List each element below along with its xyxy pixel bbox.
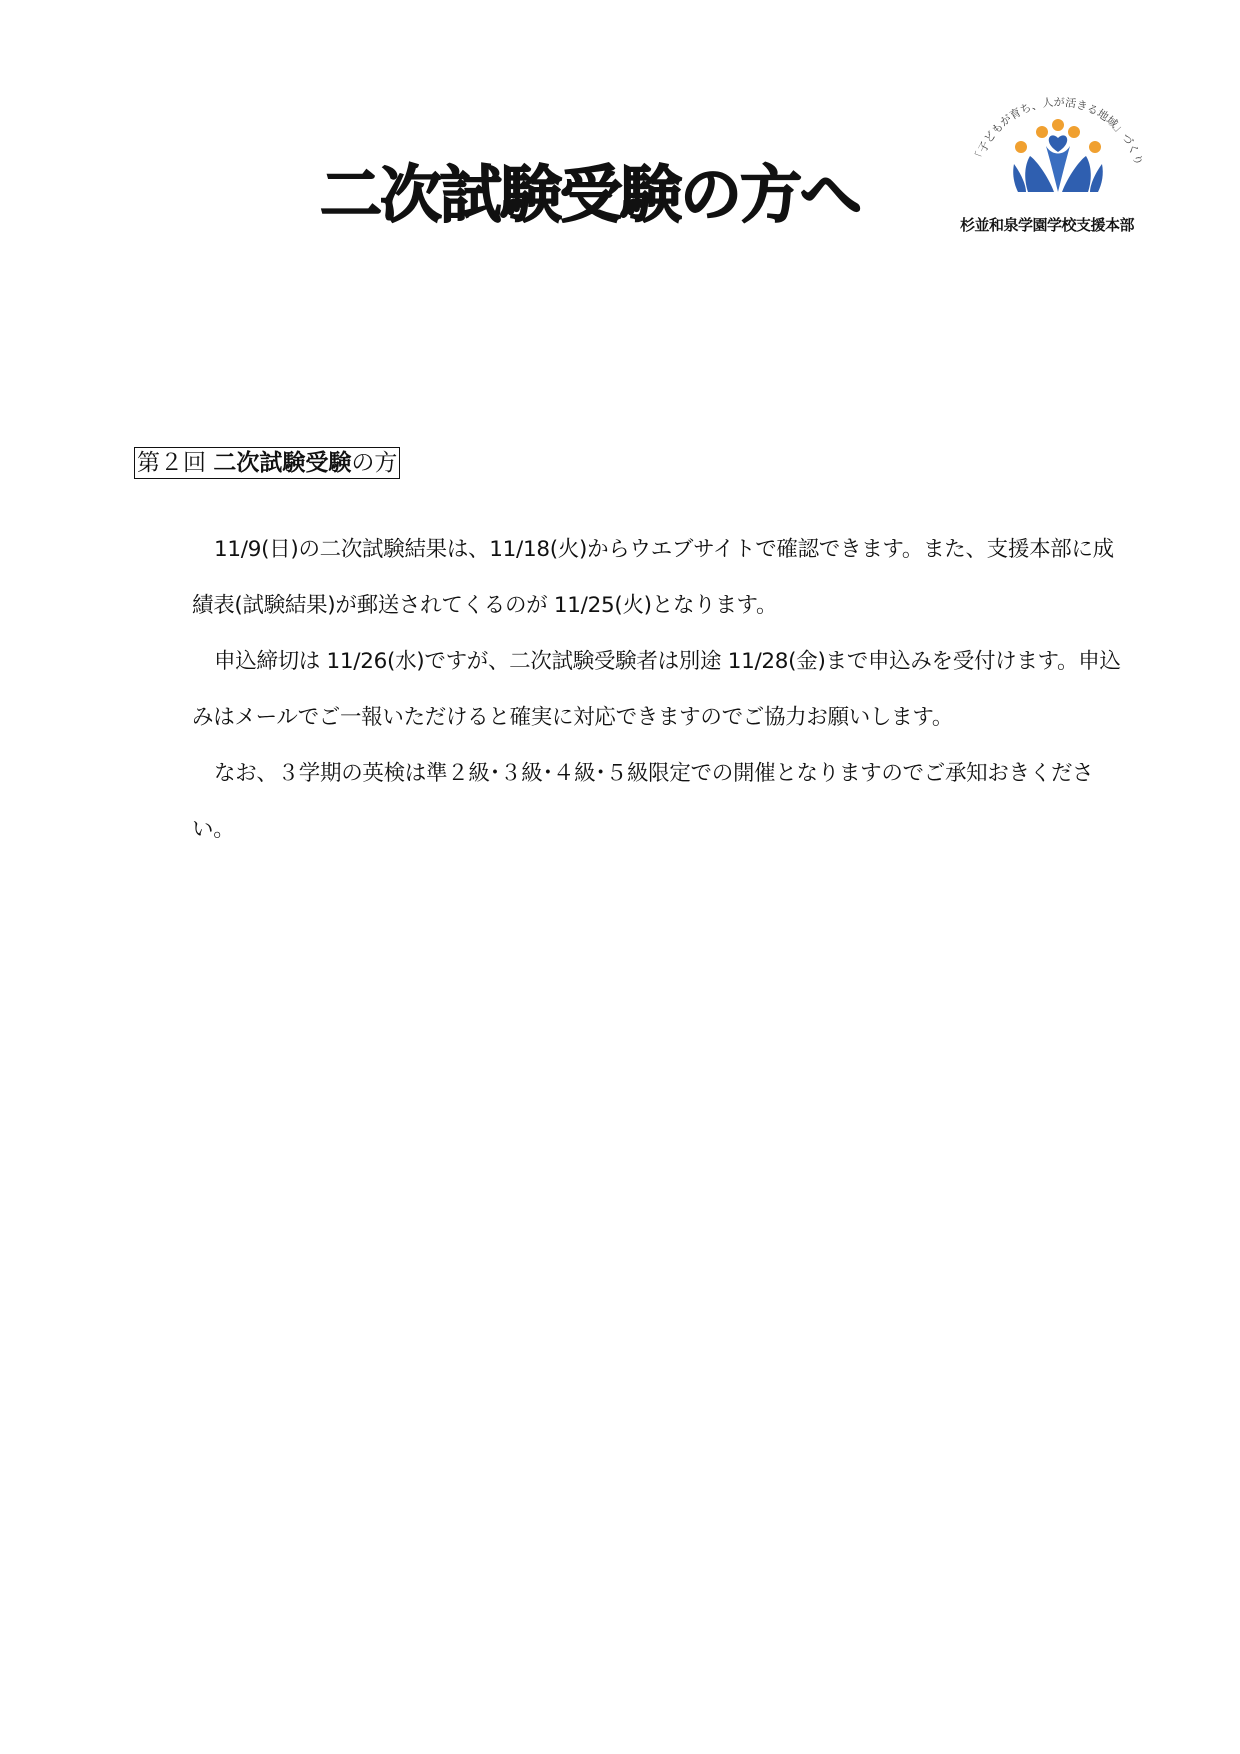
organization-logo — [958, 80, 1158, 240]
section-prefix: 第２回 — [137, 450, 206, 476]
paragraph-eiken-note: なお、３学期の英検は準２級･３級･４級･５級限定での開催となりますのでご承知おきください。 — [192, 761, 1094, 842]
section-suffix: の方 — [351, 450, 398, 476]
logo-dot — [1089, 141, 1101, 153]
logo-dot — [1068, 126, 1080, 138]
logo-petal — [1049, 135, 1067, 152]
logo-dot — [1015, 141, 1027, 153]
section-title: 二次試験受験 — [213, 450, 352, 476]
logo-petal — [1062, 156, 1091, 192]
notice-body — [192, 522, 1122, 858]
logo-dot — [1036, 126, 1048, 138]
paragraph-results: 11/9(日)の二次試験結果は、11/18(火)からウエブサイトで確認できます。また、支援本部に成績表(試験結果)が郵送されてくるのが 11/25(火)となります。 — [192, 537, 1114, 618]
logo-dot — [1052, 119, 1064, 131]
logo-petal — [1013, 164, 1026, 192]
logo-petal — [1090, 164, 1103, 192]
logo-emblem-icon — [958, 80, 1158, 220]
logo-petal — [1025, 156, 1054, 192]
page-title: 二次試験受験の方へ — [320, 158, 861, 231]
section-heading — [134, 447, 400, 479]
paragraph-deadline: 申込締切は 11/26(水)ですが、二次試験受験者は別途 11/28(金)まで申込みを受付けます。申込みはメールでご一報いただけると確実に対応できますのでご協力お願いします。 — [192, 649, 1121, 730]
logo-slogan: 「子どもが育ち、人が活きる地域」づくり — [971, 95, 1146, 168]
organization-name: 杉並和泉学園学校支援本部 — [960, 216, 1135, 234]
